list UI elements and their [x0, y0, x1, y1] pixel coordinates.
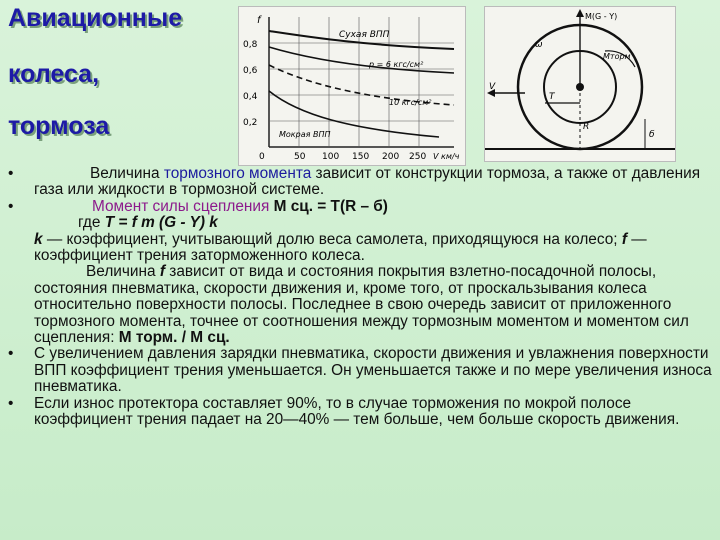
label-v: V: [489, 82, 496, 92]
paragraph-coefficients: k — коэффициент, учитывающий долю веса самолета, приходящуюся на колесо; f — коэффициент трения заторможенного колеса.: [34, 230, 647, 265]
paragraph-pressure-effect: • С увеличением давления зарядки пневматика, скорости движения и увлажнения поверхности ВПП коэффициент трения уменьшается. Он уменьшается также и по мере увеличения износа пневматика.: [8, 345, 712, 396]
x-tick: 100: [322, 152, 340, 162]
title-line-1: Авиационные: [8, 4, 183, 32]
label-pressure: p = 6 кгс/см²: [369, 60, 424, 69]
wheel-diagram-figure: [484, 6, 676, 162]
x-tick: 250: [409, 152, 427, 162]
x-tick: 200: [382, 152, 400, 162]
x-unit: V км/ч: [433, 152, 460, 161]
friction-chart-svg: [239, 7, 465, 165]
y-axis-label: f: [257, 15, 261, 26]
bullet: •: [8, 394, 14, 412]
label-pressure-2: 10 кгс/см²: [389, 98, 432, 107]
paragraph-formula-t: где Т = f т (G - Y) k: [78, 214, 218, 232]
y-tick: 0: [259, 152, 265, 162]
label-omega: ω: [535, 40, 543, 50]
title-line-2: колеса,: [8, 60, 100, 88]
label-load: M(G - Y): [585, 12, 618, 21]
label-wet: Мокрая ВПП: [279, 130, 331, 139]
label-b: б: [649, 130, 655, 140]
wheel-diagram-svg: [485, 7, 675, 161]
label-t: T: [549, 92, 555, 102]
x-tick: 50: [294, 152, 306, 162]
paragraph-brake-moment: • Величина тормозного момента зависит от конструкции тормоза, а также от давления газа или жидкости в тормозной системе.: [8, 165, 701, 199]
term-adhesion-moment: Момент силы сцепления: [92, 197, 270, 215]
y-tick: 0,4: [243, 92, 258, 102]
body-text: [8, 166, 718, 429]
formula-adhesion: М сц. = Т(R – б): [269, 197, 388, 215]
paragraph-f-dependence: Величина f зависит от вида и состояния покрытия взлетно-посадочной полосы, состояния пневматика, скорости движения и, кроме того, от проскальзывания колеса относительно поверхности полосы. Последнее в свою очередь зависит от приложенного тормозного момента, точнее от соотношения между тормозным моментом и моментом сил сцепления: М торм. / М сц.: [34, 263, 689, 347]
paragraph-wear-effect: • Если износ протектора составляет 90%, то в случае торможения по мокрой полосе коэффициент трения падает на 20—40% — тем больше, чем больше скорость движения.: [8, 394, 680, 429]
bullet: •: [8, 197, 14, 215]
label-moment: Mторм: [603, 52, 631, 61]
bullet: •: [8, 165, 14, 182]
label-r: R: [583, 122, 590, 132]
formula-t: Т = f т (G - Y) k: [104, 214, 218, 232]
label-dry: Сухая ВПП: [339, 30, 390, 40]
paragraph-adhesion-moment: [8, 199, 718, 215]
y-tick: 0,6: [243, 66, 258, 76]
friction-chart-figure: [238, 6, 466, 166]
x-tick: 150: [352, 152, 370, 162]
y-tick: 0,8: [243, 40, 258, 50]
term-brake-moment: тормозного момента: [163, 165, 312, 182]
title-line-3: тормоза: [8, 112, 110, 140]
formula-ratio: М торм. / М сц.: [118, 329, 230, 347]
bullet: •: [8, 345, 14, 363]
y-tick: 0,2: [243, 118, 258, 128]
